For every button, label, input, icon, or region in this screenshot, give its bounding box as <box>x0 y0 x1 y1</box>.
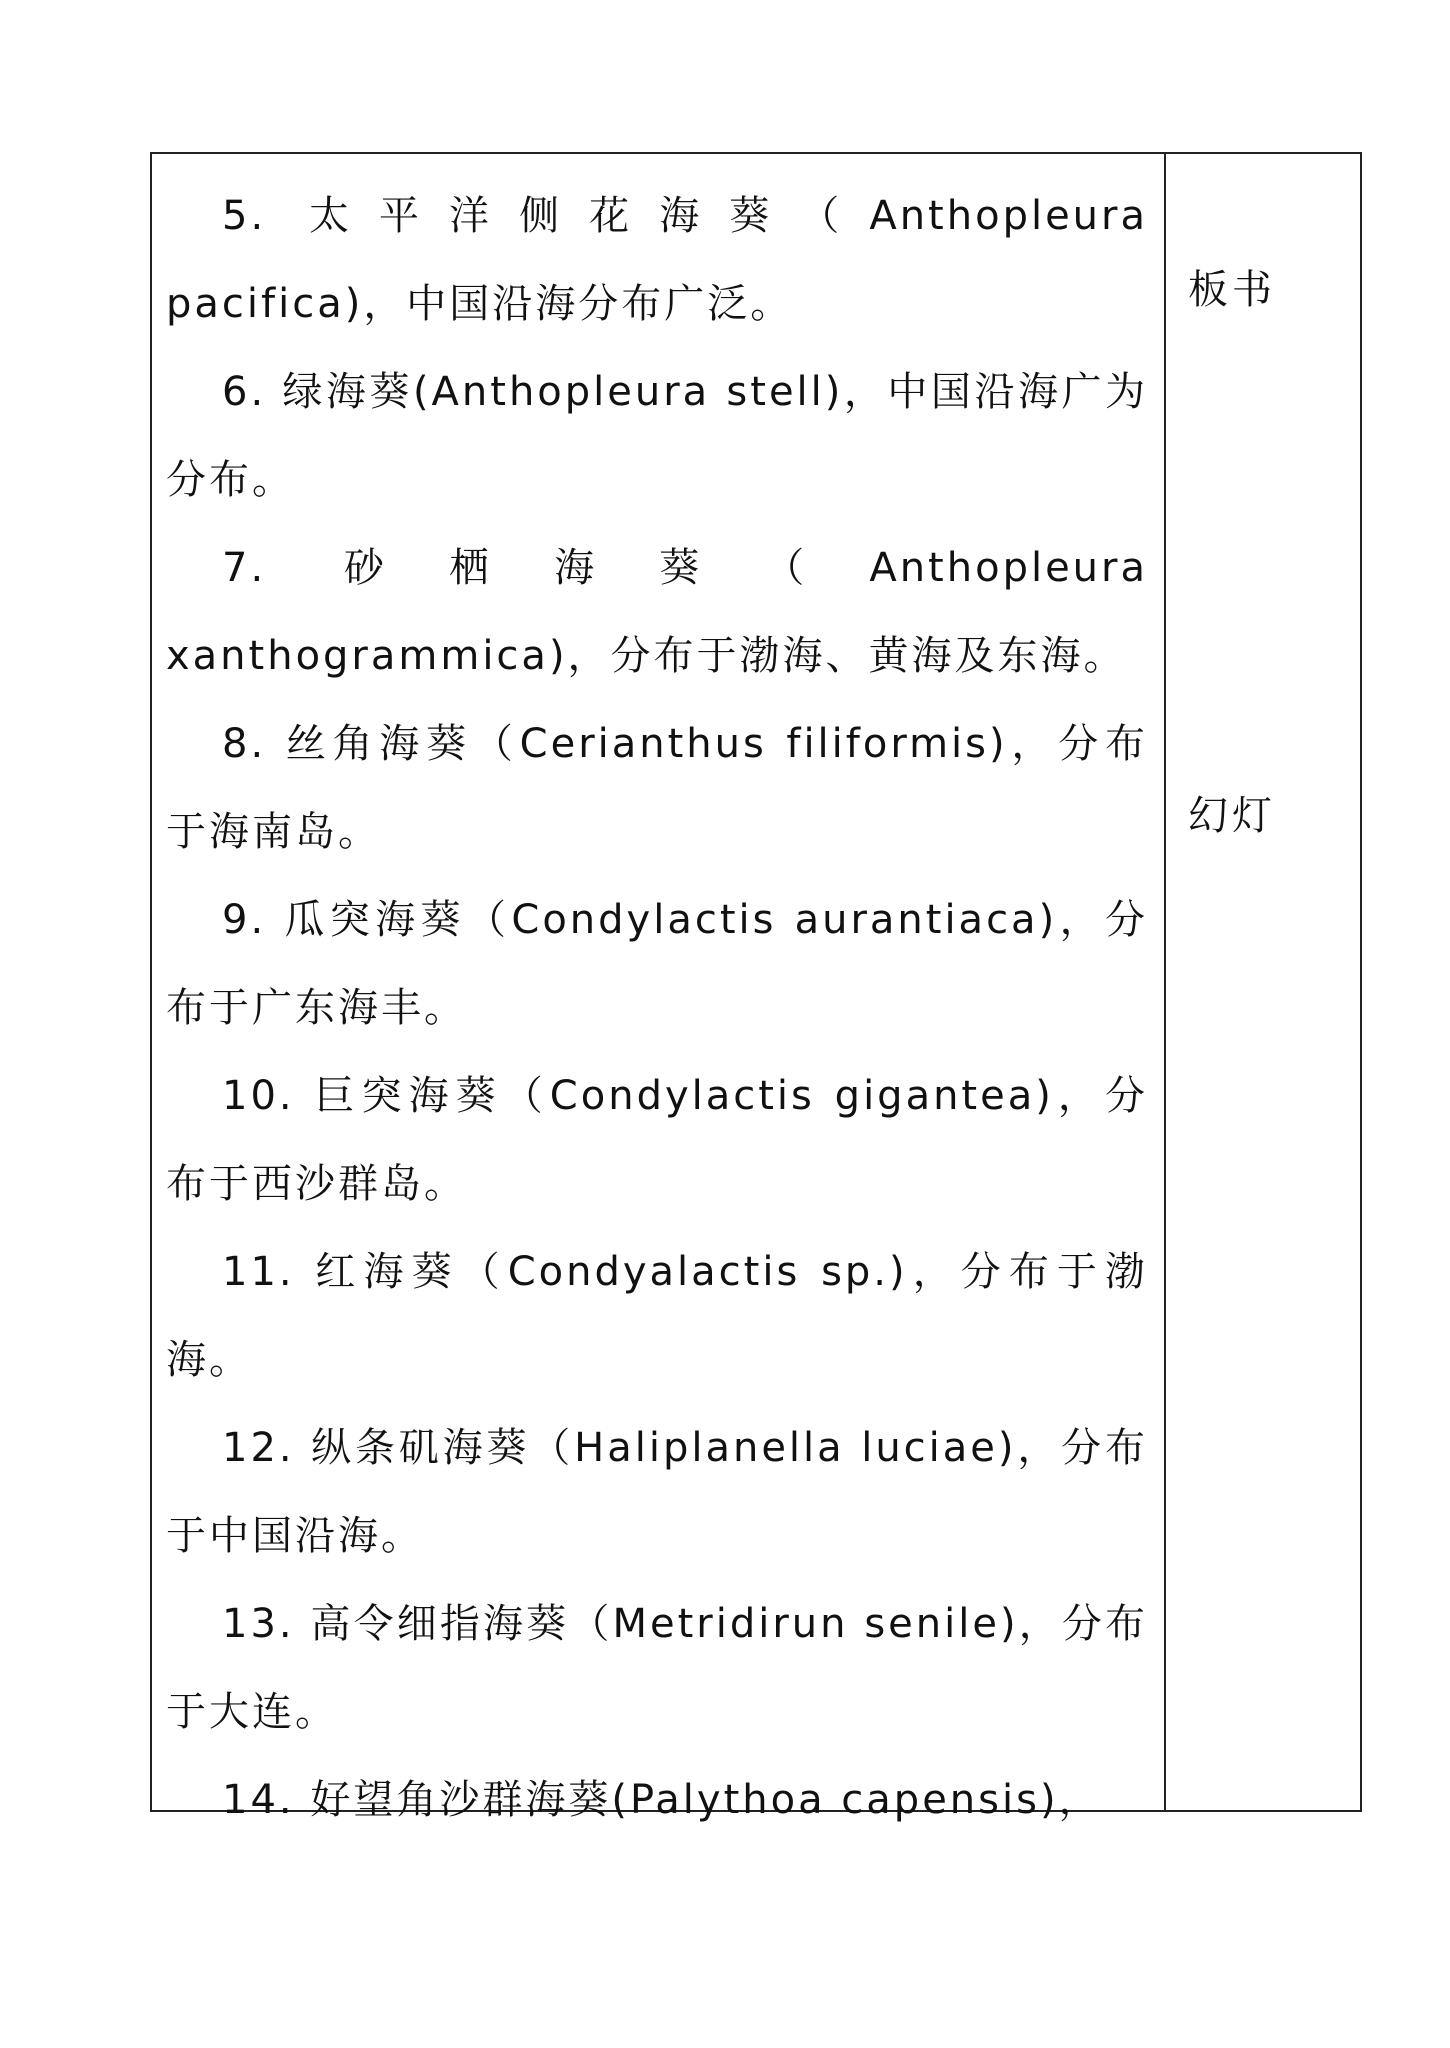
list-item: 14. 好望角沙群海葵(Palythoa capensis)， <box>222 1777 1102 1823</box>
list-item: 6. 绿海葵(Anthopleura stell)，中国沿海广为分布。 <box>166 369 1148 503</box>
list-item: 7. 砂栖海葵（Anthopleura xanthogrammica)，分布于渤海、黄海及东海。 <box>166 545 1148 679</box>
list-item: 11. 红海葵（Condyalactis sp.)，分布于渤海。 <box>166 1249 1148 1383</box>
list-item: 12. 纵条矶海葵（Haliplanella luciae)，分布于中国沿海。 <box>166 1425 1148 1559</box>
notes-column <box>1166 154 1360 1810</box>
list-item: 8. 丝角海葵（Cerianthus filiformis)，分布于海南岛。 <box>166 721 1148 855</box>
list-item: 10. 巨突海葵（Condylactis gigantea)，分布于西沙群岛。 <box>166 1073 1148 1207</box>
content-column <box>152 154 1166 1823</box>
side-note-blackboard: 板书 <box>1188 267 1276 313</box>
list-item: 9. 瓜突海葵（Condylactis aurantiaca)，分布于广东海丰。 <box>166 897 1149 1031</box>
list-item: 13. 高令细指海葵（Metridirun senile)，分布于大连。 <box>166 1601 1148 1735</box>
content-table <box>150 152 1362 1823</box>
side-note-slides: 幻灯 <box>1188 793 1276 839</box>
list-item: 5. 太平洋侧花海葵（Anthopleura pacifica)，中国沿海分布广泛。 <box>166 193 1148 327</box>
